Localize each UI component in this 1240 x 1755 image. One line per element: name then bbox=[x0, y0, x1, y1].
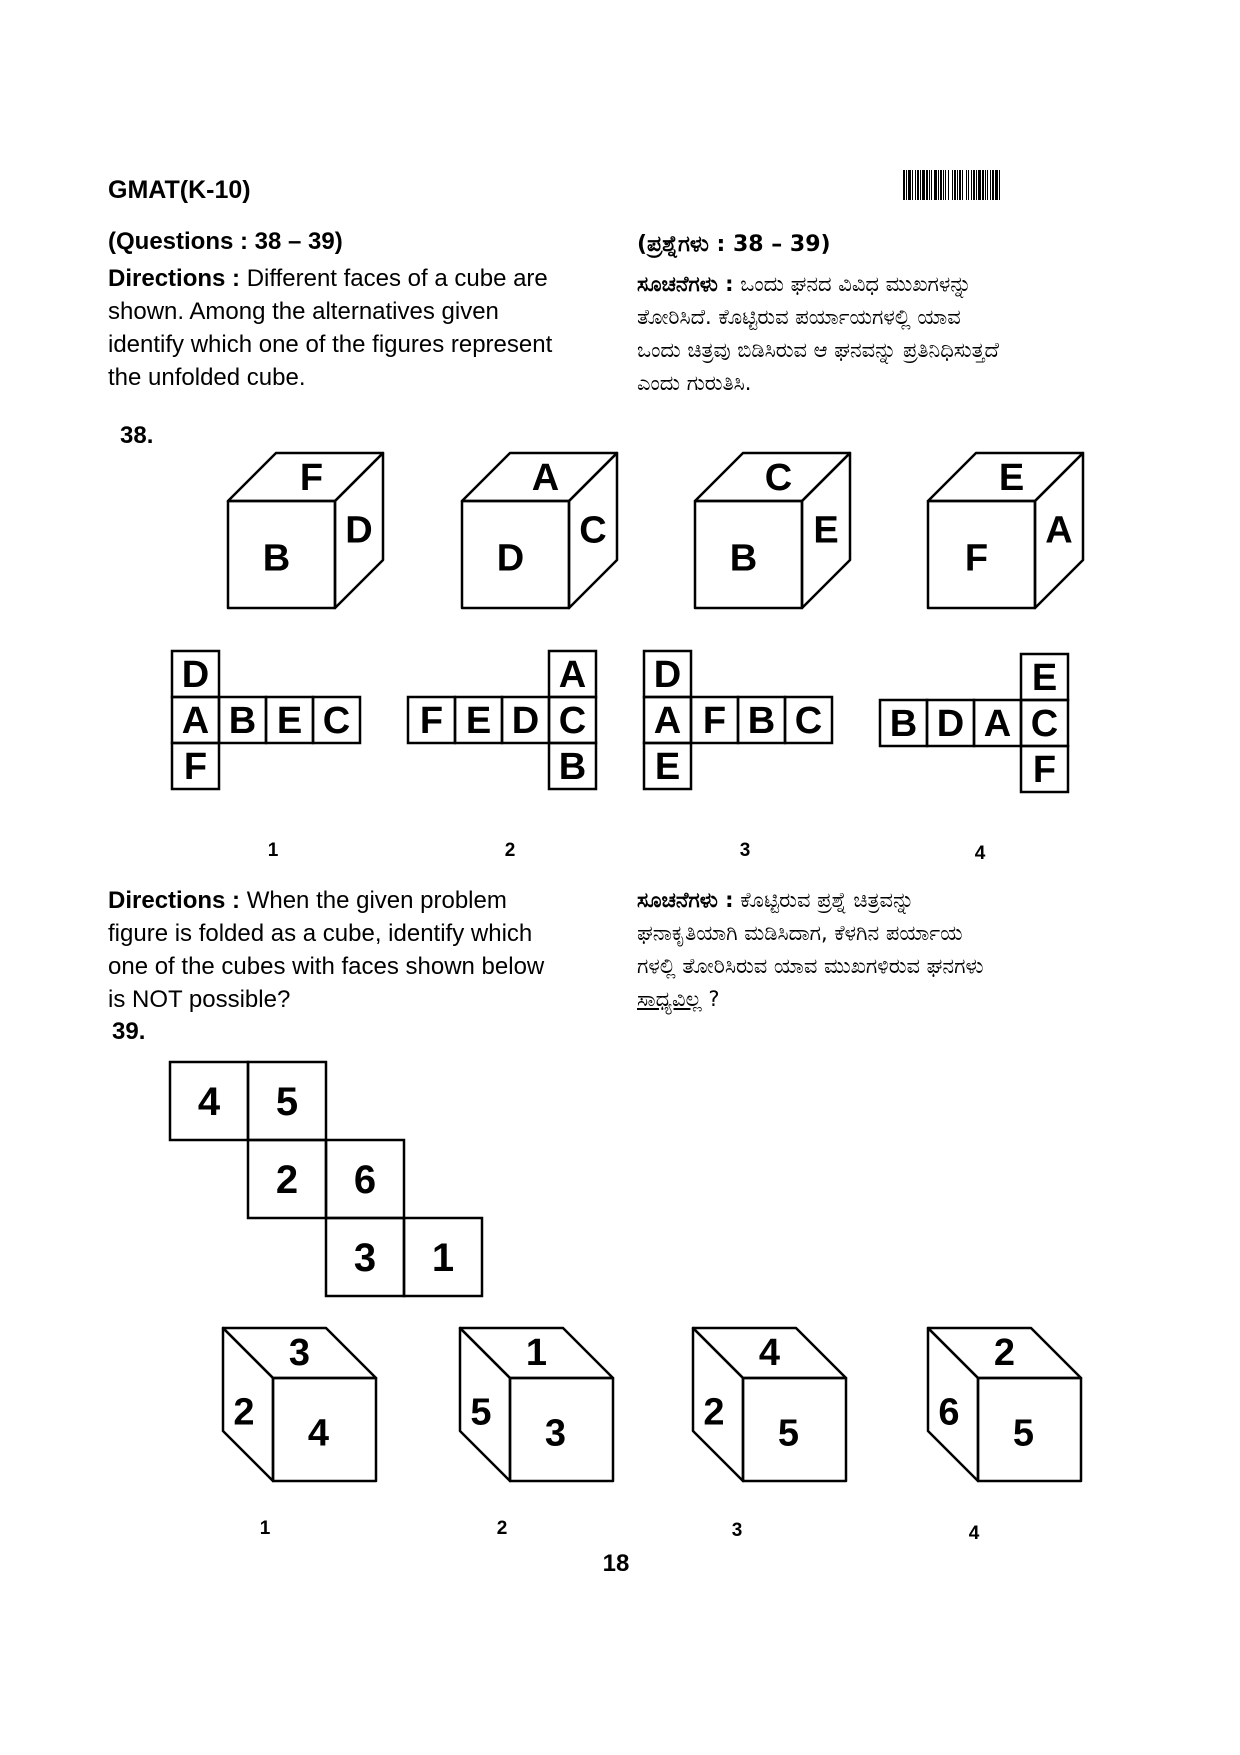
cube-front-label: 5 bbox=[777, 1412, 800, 1455]
cube-top-label: 2 bbox=[993, 1332, 1016, 1374]
directions-label-kn: ಸೂಚನೆಗಳು : bbox=[637, 888, 734, 912]
net-cell-label: 1 bbox=[431, 1236, 455, 1280]
net-cell-label: 2 bbox=[275, 1158, 299, 1202]
q38-option-3-number: 3 bbox=[739, 840, 751, 861]
q38-option-1-number: 1 bbox=[267, 840, 279, 861]
net-cell-label: D bbox=[181, 654, 210, 696]
directions-line: Different faces of a cube are bbox=[246, 265, 548, 292]
net-cell-label: E bbox=[1031, 657, 1058, 699]
cube-top-label: 3 bbox=[288, 1332, 311, 1374]
cube-side-label: 2 bbox=[233, 1391, 255, 1434]
cube-side-label: D bbox=[345, 509, 373, 552]
directions-1-kn bbox=[637, 268, 1147, 400]
cube bbox=[928, 453, 1083, 608]
cube-top-label: A bbox=[531, 457, 560, 499]
cube-front-label: 5 bbox=[1012, 1412, 1035, 1455]
cube-side-label: A bbox=[1045, 509, 1073, 552]
cube bbox=[228, 453, 383, 608]
net-cell-label: F bbox=[419, 700, 444, 742]
cube-top-label: F bbox=[299, 457, 324, 499]
net-cell-label: D bbox=[936, 703, 965, 745]
net-cell-label: A bbox=[558, 654, 587, 696]
net-cell-label: A bbox=[181, 700, 210, 742]
net-cell-label: 3 bbox=[353, 1236, 377, 1280]
net-cell-label: B bbox=[747, 700, 776, 742]
barcode-icon bbox=[903, 170, 1115, 200]
net-cell-label: F bbox=[702, 700, 727, 742]
question-39-number: 39. bbox=[112, 1018, 146, 1045]
net-cell-label: C bbox=[1030, 703, 1059, 745]
directions-line-kn: ಒಂದು ಚಿತ್ರವು ಬಿಡಿಸಿರುವ ಆ ಘನವನ್ನು ಪ್ರತಿನಿಧಿಸುತ್ತದೆ bbox=[637, 338, 999, 362]
net-cell-label: 6 bbox=[353, 1158, 377, 1202]
cube-front-label: F bbox=[964, 537, 989, 580]
cube-side-label: E bbox=[813, 509, 839, 552]
directions-line: shown. Among the alternatives given bbox=[108, 298, 499, 325]
directions-line-kn: ಘನಾಕೃತಿಯಾಗಿ ಮಡಿಸಿದಾಗ, ಕೆಳಗಿನ ಪರ್ಯಾಯ bbox=[637, 921, 963, 945]
directions-line-kn: ಒಂದು ಘನದ ವಿವಿಧ ಮುಖಗಳನ್ನು bbox=[740, 272, 972, 296]
cube-side-label: C bbox=[579, 509, 607, 552]
directions-label: Directions : bbox=[108, 265, 241, 292]
directions-line: one of the cubes with faces shown below bbox=[108, 953, 545, 980]
cube bbox=[695, 453, 850, 608]
net-cell-label: F bbox=[1032, 749, 1057, 791]
net-option-4 bbox=[880, 654, 1068, 792]
question-38-number: 38. bbox=[120, 422, 154, 449]
q39-option-1-number: 1 bbox=[259, 1518, 271, 1539]
q38-option-2-number: 2 bbox=[504, 840, 516, 861]
cube-top-label: 4 bbox=[758, 1332, 781, 1374]
directions-line: When the given problem bbox=[246, 887, 507, 914]
question-38-figures bbox=[0, 440, 1240, 860]
questions-range-en: (Questions : 38 – 39) bbox=[108, 228, 343, 255]
q39-option-4-number: 4 bbox=[968, 1523, 980, 1544]
directions-line-kn: ಕೊಟ್ಟಿರುವ ಪ್ರಶ್ನೆ ಚಿತ್ರವನ್ನು bbox=[740, 888, 915, 912]
directions-line-kn: ಗಳಲ್ಲಿ ತೋರಿಸಿರುವ ಯಾವ ಮುಖಗಳಿರುವ ಘನಗಳು bbox=[637, 954, 984, 978]
q39-option-3-number: 3 bbox=[731, 1520, 743, 1541]
net-cell-label: C bbox=[794, 700, 823, 742]
net-cell-label: E bbox=[276, 700, 303, 742]
cube-side-label: 5 bbox=[470, 1391, 492, 1434]
net-cell-label: C bbox=[322, 700, 351, 742]
cube-top-label: E bbox=[998, 457, 1025, 499]
cube bbox=[462, 453, 617, 608]
cube-top-label: 1 bbox=[525, 1332, 548, 1374]
net-cell-label: D bbox=[653, 654, 682, 696]
net-cell-label: A bbox=[653, 700, 682, 742]
net-cell-label: 5 bbox=[275, 1080, 299, 1124]
cube bbox=[460, 1328, 613, 1481]
net-cell-label: E bbox=[654, 746, 681, 788]
cube-front-label: B bbox=[262, 537, 291, 580]
question-39-figures bbox=[0, 1040, 1240, 1520]
directions-1-en bbox=[108, 262, 586, 394]
cube bbox=[693, 1328, 846, 1481]
directions-line: is NOT possible? bbox=[108, 986, 291, 1013]
net-cell-label: D bbox=[511, 700, 540, 742]
net-cell-label: B bbox=[228, 700, 257, 742]
net-cell-label: A bbox=[983, 703, 1012, 745]
directions-line-kn: ತೋರಿಸಿದೆ. ಕೊಟ್ಟಿರುವ ಪರ್ಯಾಯಗಳಲ್ಲಿ ಯಾವ bbox=[637, 305, 961, 329]
net-cell-label: 4 bbox=[197, 1080, 221, 1124]
cube bbox=[223, 1328, 376, 1481]
net-option-2 bbox=[408, 651, 596, 789]
page-number: 18 bbox=[602, 1550, 630, 1577]
cube-side-label: 2 bbox=[703, 1391, 725, 1434]
net-cell-label: F bbox=[183, 746, 208, 788]
not-possible-kn: ಸಾಧ್ಯವಿಲ್ಲ bbox=[637, 987, 702, 1011]
directions-line: identify which one of the figures represent bbox=[108, 331, 553, 358]
cube-front-label: B bbox=[729, 537, 758, 580]
cube-front-label: D bbox=[496, 537, 525, 580]
cube-top-label: C bbox=[764, 457, 793, 499]
cube-front-label: 3 bbox=[544, 1412, 567, 1455]
net-option-3 bbox=[644, 651, 832, 789]
cube-front-label: 4 bbox=[307, 1412, 330, 1455]
net-cell-label: C bbox=[558, 700, 587, 742]
net-cell-label: E bbox=[465, 700, 492, 742]
questions-range-kn: (ಪ್ರಶ್ನೆಗಳು : 38 – 39) bbox=[637, 232, 831, 257]
q39-option-2-number: 2 bbox=[496, 1518, 508, 1539]
net-option-1 bbox=[172, 651, 360, 789]
directions-label: Directions : bbox=[108, 887, 241, 914]
directions-2-kn bbox=[637, 884, 1147, 1016]
exam-code: GMAT(K-10) bbox=[108, 176, 251, 204]
directions-line-kn: ಎಂದು ಗುರುತಿಸಿ. bbox=[637, 371, 752, 395]
net-cell-label: B bbox=[889, 703, 918, 745]
cube-side-label: 6 bbox=[938, 1391, 960, 1434]
net-cell-label: B bbox=[558, 746, 587, 788]
barcode-bar bbox=[1000, 170, 1001, 200]
directions-line: figure is folded as a cube, identify which bbox=[108, 920, 533, 947]
question-39-net bbox=[170, 1062, 482, 1296]
cube bbox=[928, 1328, 1081, 1481]
question-mark: ? bbox=[708, 987, 720, 1011]
directions-2-en bbox=[108, 884, 586, 1016]
directions-label-kn: ಸೂಚನೆಗಳು : bbox=[637, 272, 734, 296]
q38-option-4-number: 4 bbox=[974, 843, 986, 864]
directions-line: the unfolded cube. bbox=[108, 364, 306, 391]
